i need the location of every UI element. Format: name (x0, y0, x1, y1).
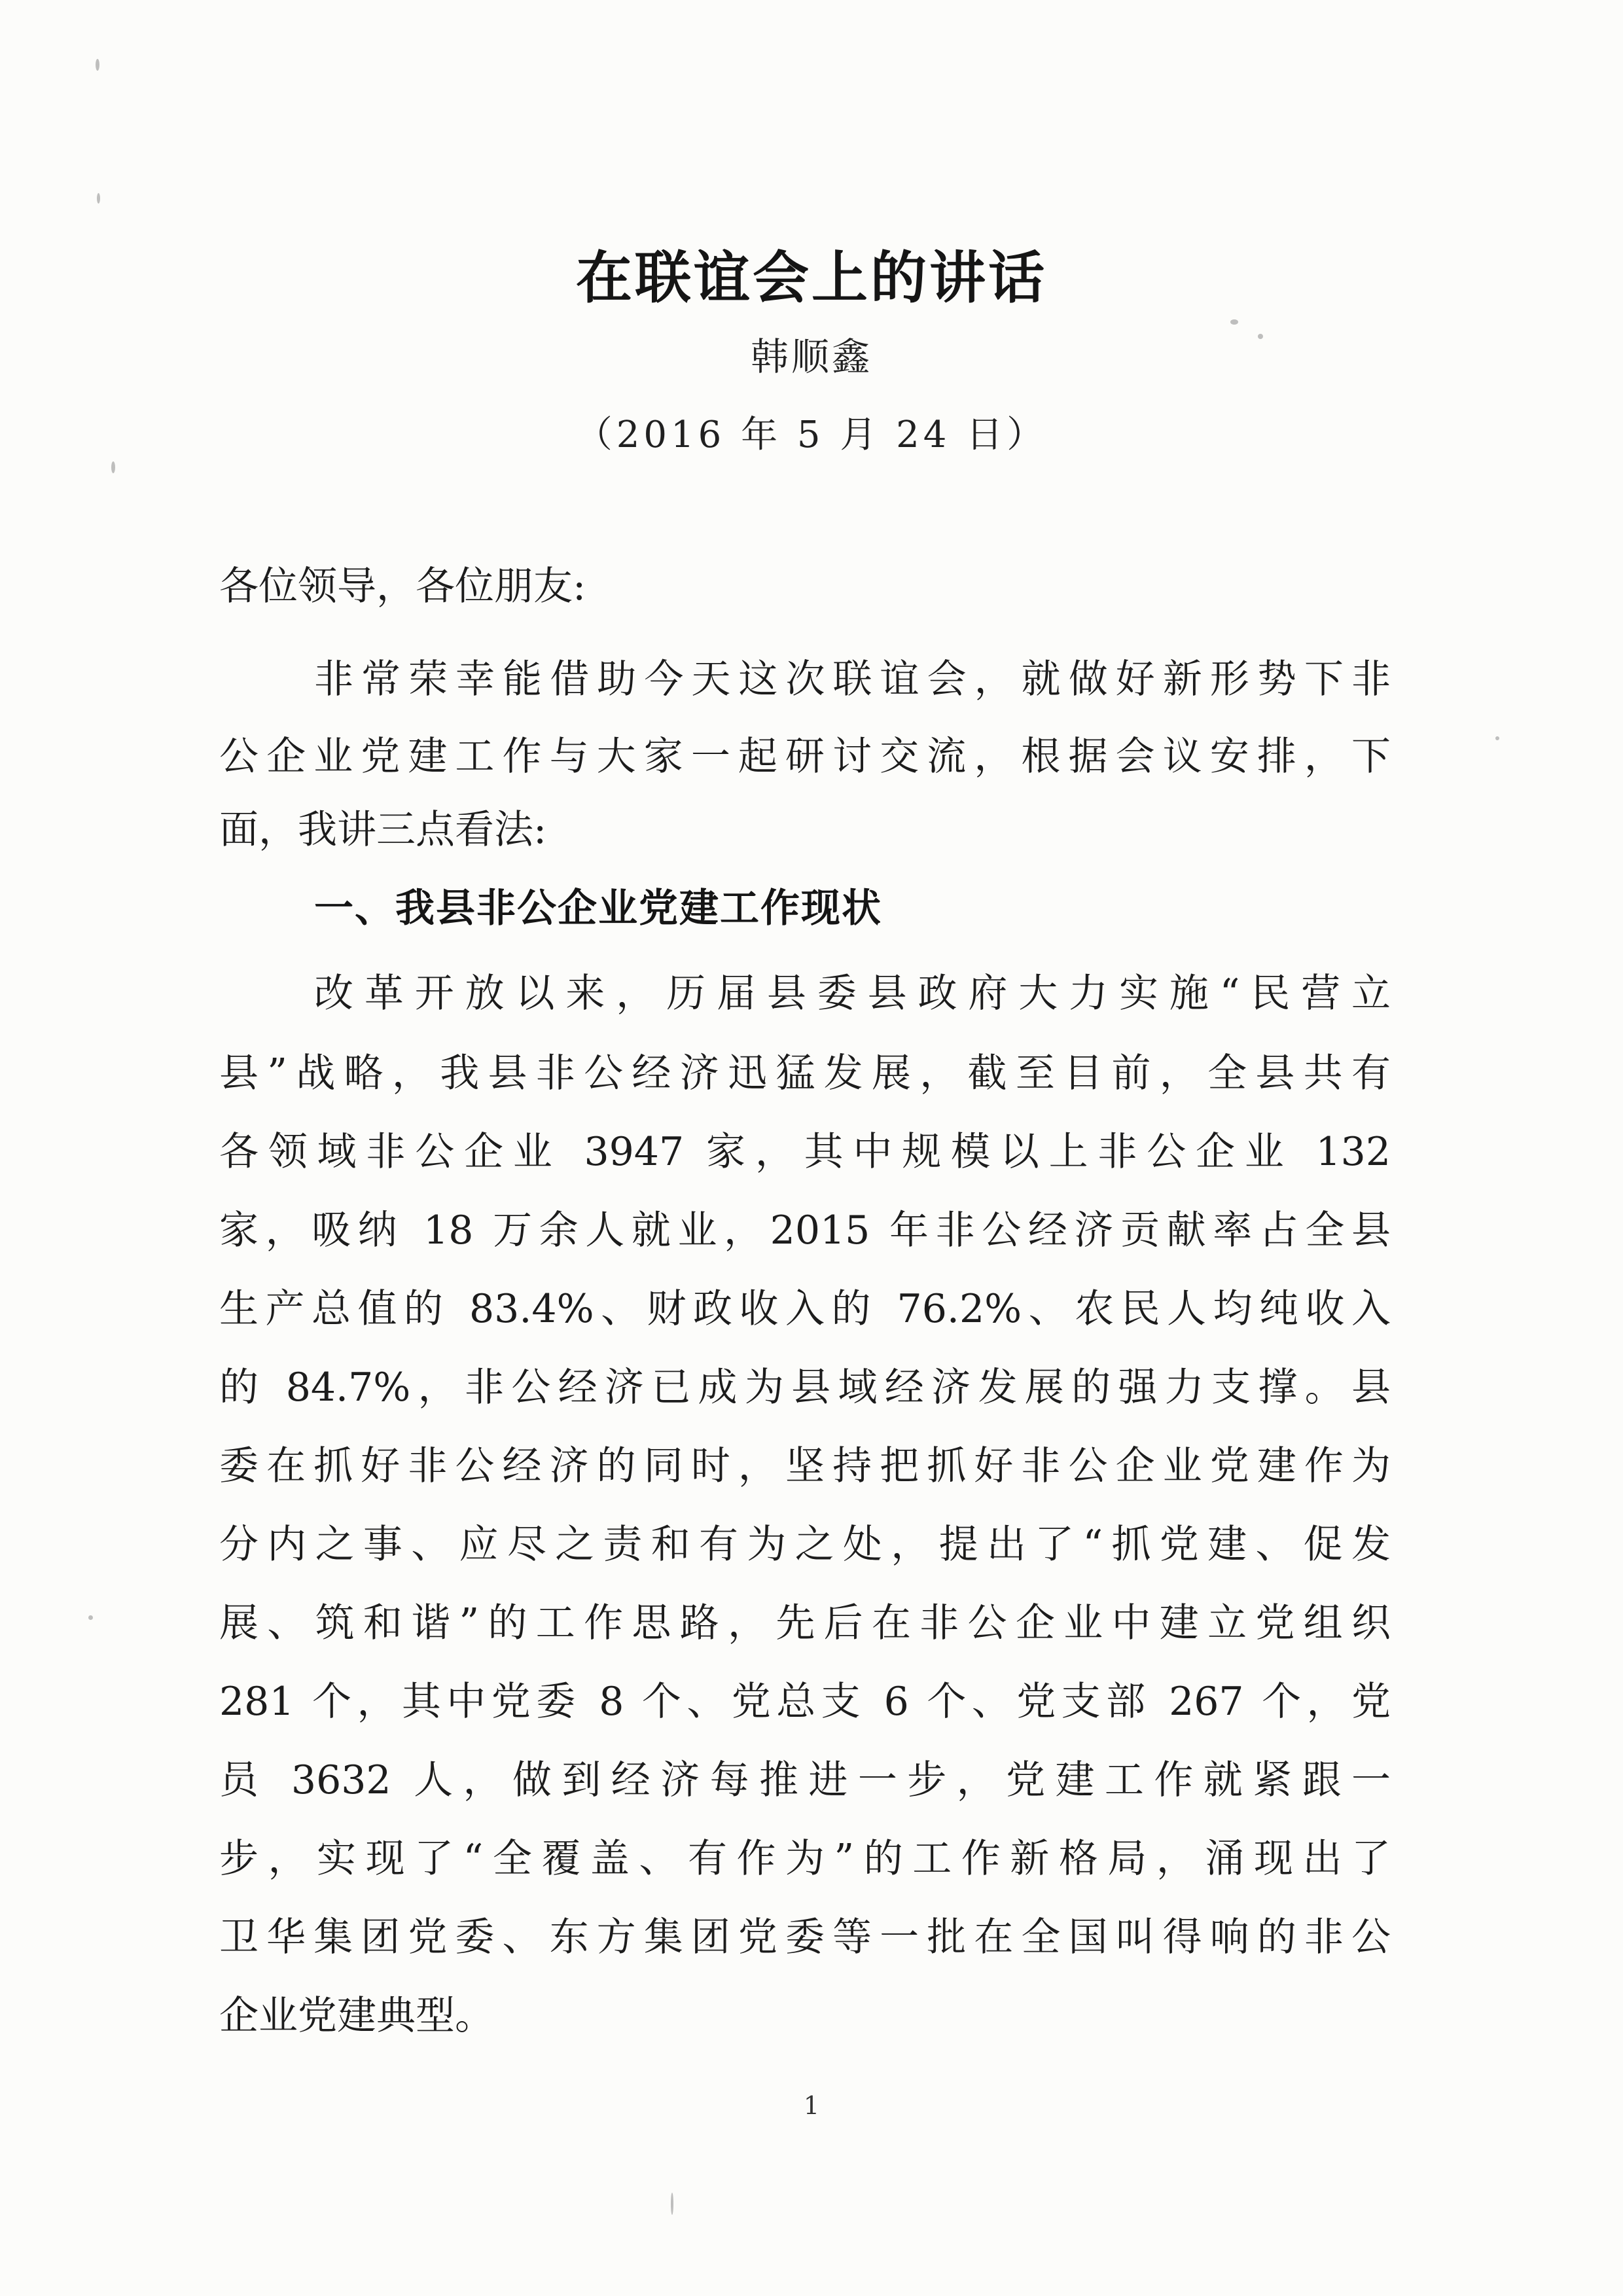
scan-speck (1495, 736, 1499, 740)
scan-speck (97, 193, 100, 204)
scan-speck (111, 461, 115, 473)
paragraph-line: 委在抓好非公经济的同时，坚持把抓好非公企业党建作为 (219, 1443, 1391, 1489)
scan-speck (1258, 334, 1263, 339)
scan-speck (88, 1615, 93, 1620)
paragraph-line: 员 3632 人，做到经济每推进一步，党建工作就紧跟一 (219, 1757, 1391, 1803)
speech-date: （2016 年 5 月 24 日） (575, 414, 1048, 456)
paragraph-line: 生产总值的 83.4%、财政收入的 76.2%、农民人均纯收入 (219, 1286, 1391, 1332)
paragraph-line: 的 84.7%，非公经济已成为县域经济发展的强力支撑。县 (219, 1365, 1391, 1410)
paragraph-line: 卫华集团党委、东方集团党委等一批在全国叫得响的非公 (219, 1914, 1391, 1960)
document-title: 在联谊会上的讲话 (576, 245, 1047, 311)
scan-speck (96, 59, 99, 71)
paragraph-line: 分内之事、应尽之责和有为之处，提出了“抓党建、促发 (219, 1522, 1391, 1568)
paragraph-line: 家，吸纳 18 万余人就业，2015 年非公经济贡献率占全县 (219, 1208, 1391, 1253)
paragraph-line: 面，我讲三点看法: (219, 807, 547, 853)
paragraph-line: 县”战略，我县非公经济迅猛发展，截至目前，全县共有 (219, 1050, 1391, 1096)
paragraph-line: 各领域非公企业 3947 家，其中规模以上非公企业 132 (219, 1129, 1391, 1175)
scan-speck (1230, 319, 1238, 325)
paragraph-line: 公企业党建工作与大家一起研讨交流，根据会议安排，下 (219, 734, 1391, 780)
paragraph-line: 非常荣幸能借助今天这次联谊会，就做好新形势下非 (314, 656, 1391, 702)
salutation: 各位领导，各位朋友: (219, 564, 586, 609)
paragraph-line: 步，实现了“全覆盖、有作为”的工作新格局，涌现出了 (219, 1836, 1391, 1882)
paragraph-line: 展、筑和谐”的工作思路，先后在非公企业中建立党组织 (219, 1600, 1391, 1646)
author-name: 韩顺鑫 (750, 334, 872, 379)
scan-speck (671, 2193, 673, 2215)
section-heading: 一、我县非公企业党建工作现状 (314, 886, 882, 931)
page-number: 1 (803, 2091, 820, 2120)
paragraph-line: 企业党建典型。 (219, 1993, 494, 2039)
paragraph-line: 改革开放以来，历届县委县政府大力实施“民营立 (314, 971, 1391, 1016)
paragraph-line: 281 个，其中党委 8 个、党总支 6 个、党支部 267 个，党 (219, 1679, 1391, 1725)
